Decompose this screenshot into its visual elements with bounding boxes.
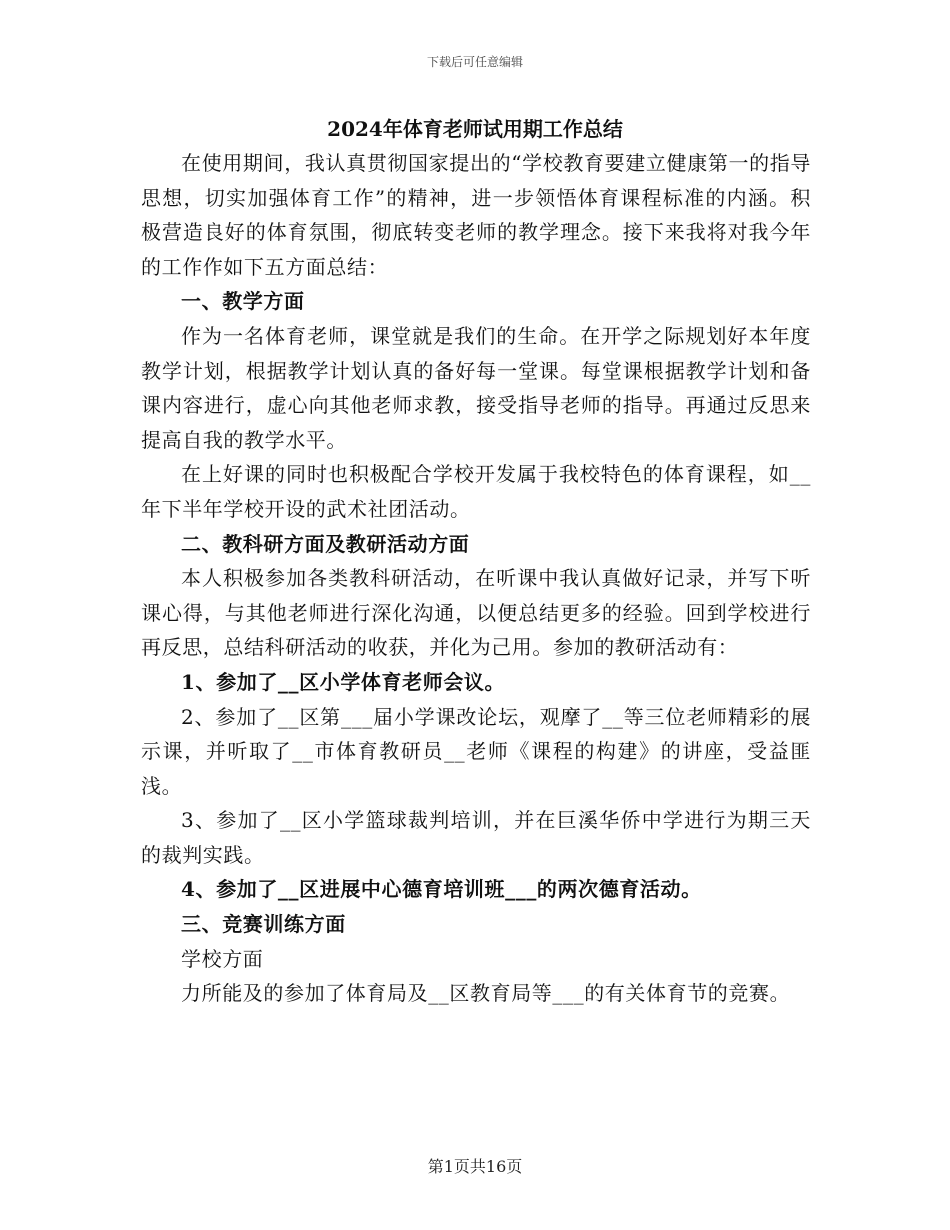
section-heading-competition: 三、竞赛训练方面	[181, 912, 346, 937]
document-body	[141, 146, 811, 1011]
list-item-4: 4、参加了__区进展中心德育培训班___的两次德育活动。	[181, 877, 702, 902]
paragraph-school-aspect: 学校方面	[181, 946, 264, 971]
paragraph-course-development: 在上好课的同时也积极配合学校开发属于我校特色的体育课程，如__年下半年学校开设的武术社团活动。	[141, 462, 811, 521]
paragraph-intro: 在使用期间，我认真贯彻国家提出的“学校教育要建立健康第一的指导思想，切实加强体育工作”的精神，进一步领悟体育课程标准的内涵。积极营造良好的体育氛围，彻底转变老师的教学理念。接下来我将对我今年的工作作如下五方面总结：	[141, 151, 811, 279]
paragraph-teaching: 作为一名体育老师，课堂就是我们的生命。在开学之际规划好本年度教学计划，根据教学计划认真的备好每一堂课。每堂课根据教学计划和备课内容进行，虚心向其他老师求教，接受指导老师的指导。再通过反思来提高自我的教学水平。	[141, 323, 811, 452]
section-heading-teaching: 一、教学方面	[181, 289, 305, 314]
paragraph-competitions: 力所能及的参加了体育局及__区教育局等___的有关体育节的竞赛。	[181, 981, 791, 1006]
list-item-3: 3、参加了__区小学篮球裁判培训，并在巨溪华侨中学进行为期三天的裁判实践。	[141, 808, 811, 867]
page-footer: 第1页共16页	[427, 1157, 523, 1176]
paragraph-research: 本人积极参加各类教科研活动，在听课中我认真做好记录，并写下听课心得，与其他老师进行深化沟通，以便总结更多的经验。回到学校进行再反思，总结科研活动的收获，并化为己用。参加的教研活动有：	[141, 566, 811, 660]
list-item-2: 2、参加了__区第___届小学课改论坛，观摩了__等三位老师精彩的展示课，并听取了__市体育教研员__老师《课程的构建》的讲座，受益匪浅。	[141, 704, 811, 798]
list-item-1: 1、参加了__区小学体育老师会议。	[181, 669, 506, 694]
section-heading-research: 二、教科研方面及教研活动方面	[181, 531, 470, 556]
document-title: 2024年体育老师试用期工作总结	[327, 117, 623, 141]
page-header-note: 下载后可任意编辑	[426, 55, 523, 69]
